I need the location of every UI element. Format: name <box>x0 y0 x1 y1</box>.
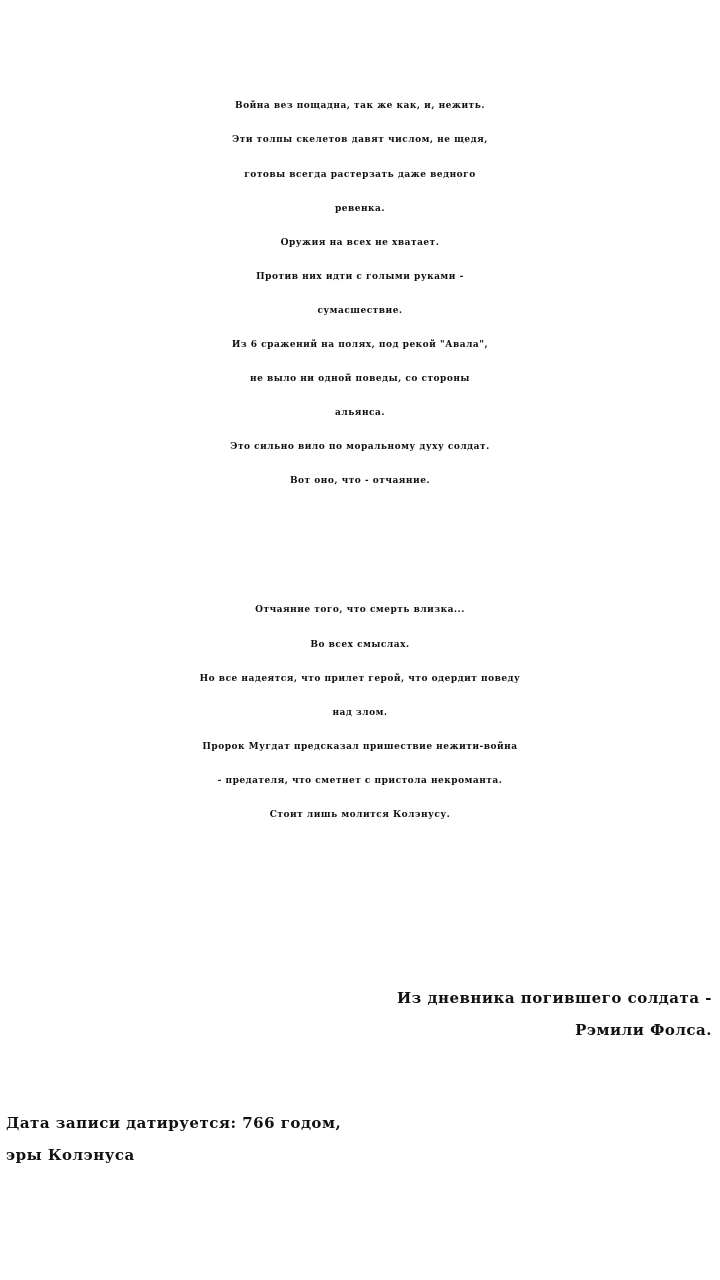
passage-1-line: Война вез пощадна, так же как, и, нежить. <box>235 101 485 111</box>
passage-1-line: Вот оно, что - отчаяние. <box>289 476 431 486</box>
passage-1-line: Это сильно вило по моральному духу солдат. <box>230 442 490 452</box>
passage-2-line: - предателя, что сметнет с пристола некроманта. <box>217 776 503 786</box>
signature-source: Из дневника погившего солдата - <box>397 989 712 1007</box>
passage-2-line: Пророк Мугдат предсказал пришествие нежити-война <box>202 742 518 752</box>
passage-1-line: сумасшествие. <box>317 306 403 316</box>
passage-2-line: над злом. <box>332 708 388 718</box>
passage-1-line: Эти толпы скелетов давят числом, не щедя, <box>232 135 488 145</box>
passage-1-line: готовы всегда растерзать даже ведного <box>244 170 476 180</box>
passage-1-line: Оружия на всех не хватает. <box>280 238 440 248</box>
passage-2-line: Отчаяние того, что смерть влизка... <box>255 605 465 615</box>
passage-2-line: Но все надеятся, что прилет герой, что одердит поведу <box>199 674 521 684</box>
passage-1-line: Из 6 сражений на полях, под рекой "Авала", <box>231 340 489 350</box>
passage-1-line: Против них идти с голыми руками - <box>256 272 464 282</box>
passage-2-line: Во всех смыслах. <box>310 640 410 650</box>
passage-1-line: альянса. <box>335 408 385 418</box>
date-note-line: Дата записи датируется: 766 годом, <box>6 1114 342 1132</box>
signature-author: Рэмили Фолса. <box>575 1021 712 1039</box>
date-note-line: эры Колэнуса <box>6 1146 135 1164</box>
passage-2-line: Стоит лишь молится Колэнусу. <box>269 810 451 820</box>
passage-1-line: ревенка. <box>334 204 386 214</box>
passage-1-line: не выло ни одной поведы, со стороны <box>250 374 470 384</box>
